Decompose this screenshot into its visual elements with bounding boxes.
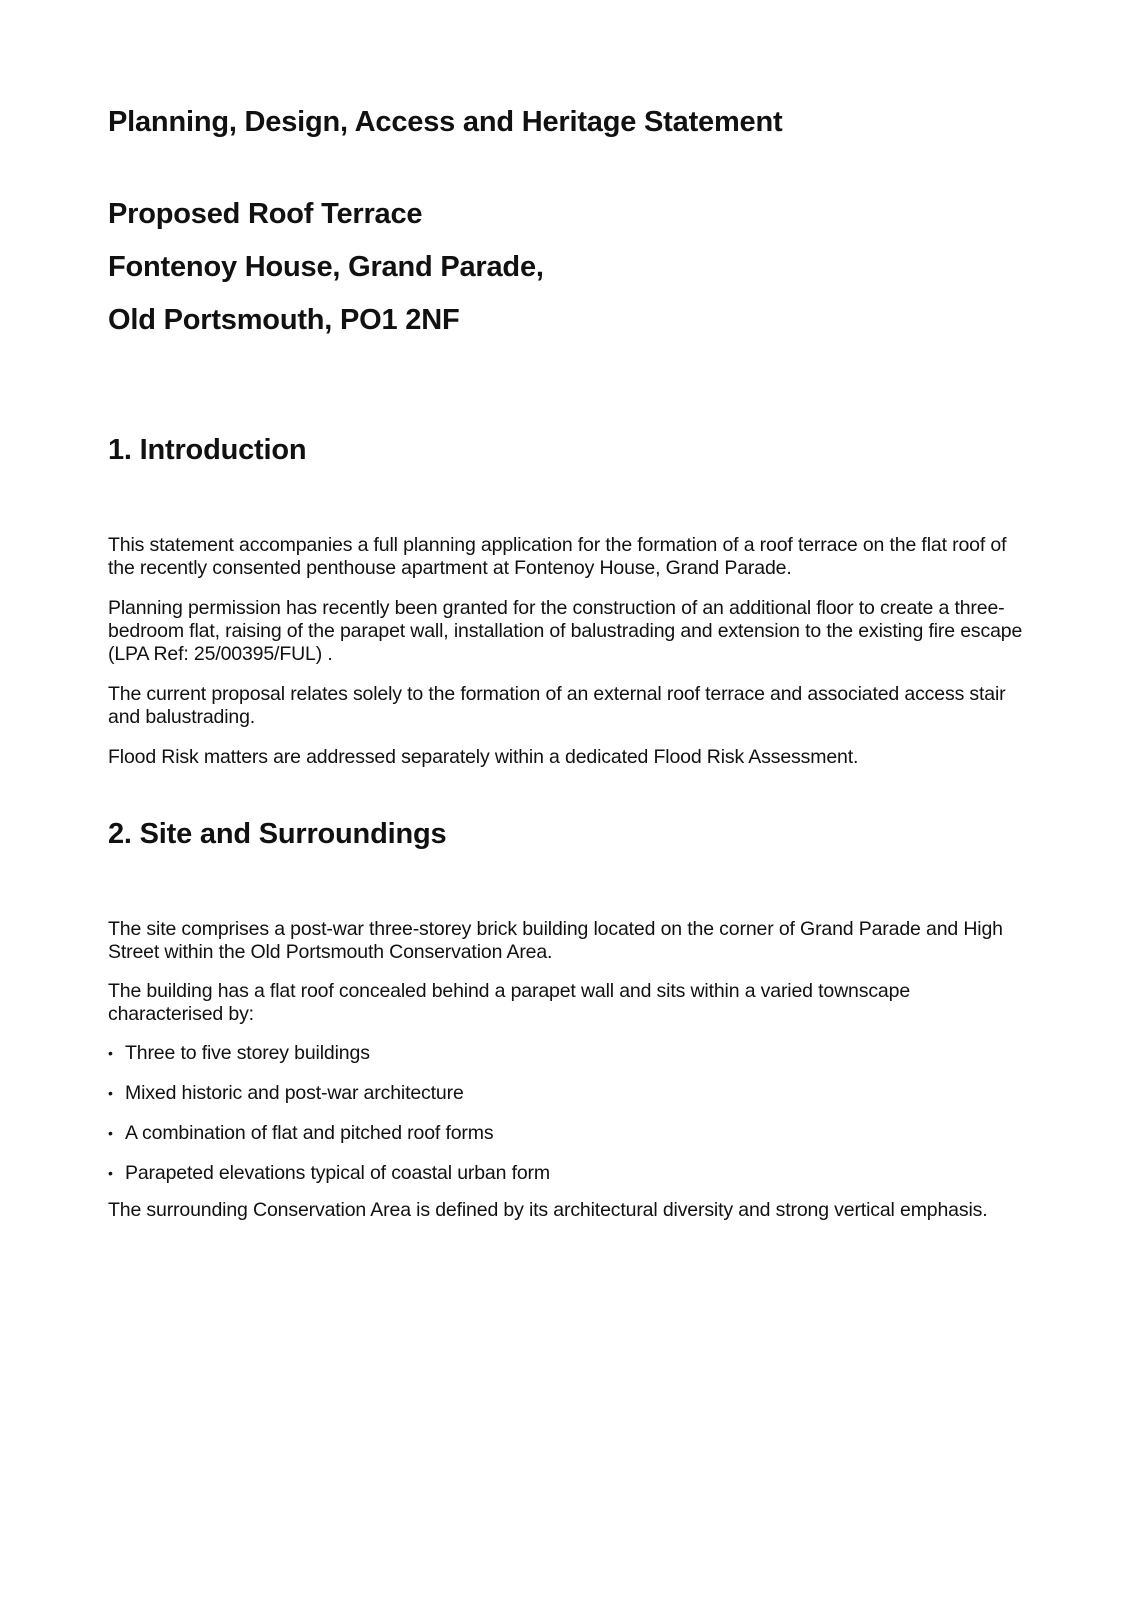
subtitle-address-line-1: Fontenoy House, Grand Parade, — [108, 251, 544, 283]
paragraph: This statement accompanies a full planning application for the formation of a roof terrace on the flat roof of the recently consented penthouse apartment at Fontenoy House, Grand Parade. — [108, 534, 1007, 579]
list-item-text: Three to five storey buildings — [125, 1042, 370, 1064]
list-item — [108, 1082, 550, 1122]
document-title: Planning, Design, Access and Heritage Statement — [108, 106, 783, 138]
bullet-icon: • — [108, 1125, 113, 1141]
townscape-characteristics-list — [108, 1042, 550, 1202]
list-item-text: Mixed historic and post-war architecture — [125, 1082, 464, 1104]
paragraph: The building has a flat roof concealed behind a parapet wall and sits within a varied townscape characterised by: — [108, 980, 911, 1025]
list-item-text: Parapeted elevations typical of coastal urban form — [125, 1162, 550, 1184]
list-item — [108, 1042, 550, 1082]
section-heading: 1. Introduction — [108, 434, 307, 466]
paragraph: The site comprises a post-war three-storey brick building located on the corner of Grand Parade and High Street within the Old Portsmouth Conservation Area. — [108, 918, 1003, 963]
subtitle-address-line-2: Old Portsmouth, PO1 2NF — [108, 304, 460, 336]
list-item — [108, 1162, 550, 1202]
section-heading: 2. Site and Surroundings — [108, 818, 447, 850]
bullet-icon: • — [108, 1085, 113, 1101]
subtitle-proposal: Proposed Roof Terrace — [108, 198, 423, 230]
bullet-icon: • — [108, 1045, 113, 1061]
paragraph: The current proposal relates solely to the formation of an external roof terrace and associated access stair and balustrading. — [108, 683, 1006, 728]
bullet-icon: • — [108, 1165, 113, 1181]
list-item-text: A combination of flat and pitched roof forms — [125, 1122, 494, 1144]
paragraph: The surrounding Conservation Area is defined by its architectural diversity and strong vertical emphasis. — [108, 1199, 988, 1221]
paragraph: Flood Risk matters are addressed separately within a dedicated Flood Risk Assessment. — [108, 746, 859, 768]
list-item — [108, 1122, 550, 1162]
paragraph: Planning permission has recently been granted for the construction of an additional floor to create a three-bedroom flat, raising of the parapet wall, installation of balustrading and extension to the existing fire escape (LPA Ref: 25/00395/FUL) . — [108, 597, 1023, 665]
